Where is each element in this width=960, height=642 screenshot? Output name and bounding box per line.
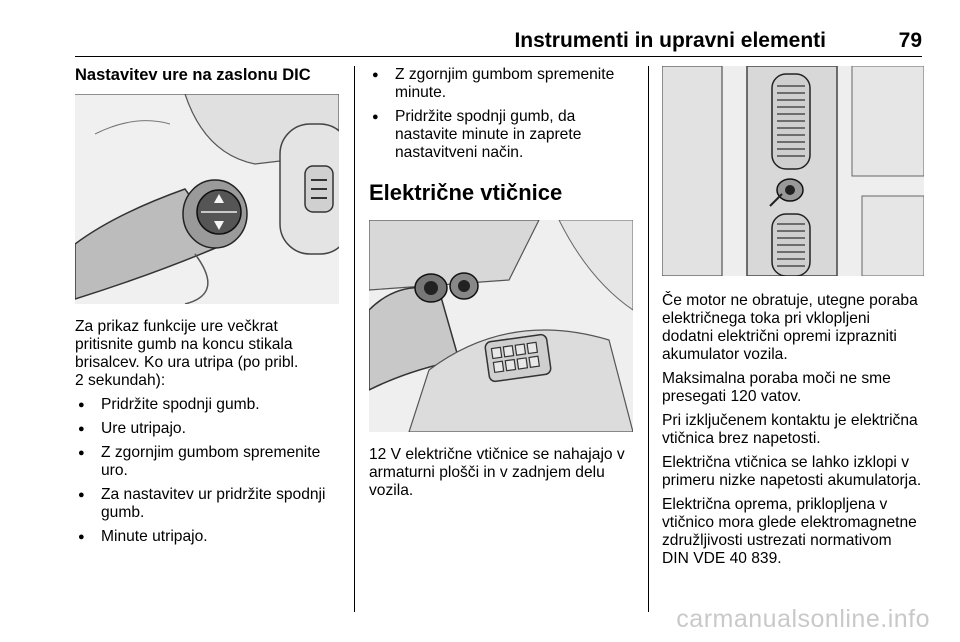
wiper-lever-knob-illustration	[75, 94, 339, 304]
paragraph-line: Če motor ne obratuje, utegne poraba	[662, 292, 918, 309]
list-item-text: Pridržite spodnji gumb, da	[395, 108, 576, 125]
column-divider	[648, 66, 649, 612]
list-item-text: Pridržite spodnji gumb.	[101, 396, 260, 413]
list-item-text: Z zgornjim gumbom spremenite	[101, 444, 321, 461]
paragraph-line: akumulator vozila.	[662, 346, 788, 363]
header-title: Instrumenti in upravni elementi	[514, 29, 826, 52]
list-item-text: Ure utripajo.	[101, 420, 186, 437]
list-item	[75, 486, 343, 522]
list-item-text: gumb.	[101, 504, 145, 521]
intro-line: pritisnite gumb na koncu stikala	[75, 336, 293, 353]
paragraph-line: DIN VDE 40 839.	[662, 550, 782, 567]
column-2	[369, 66, 637, 506]
clock-steps-list	[75, 396, 343, 546]
list-item	[75, 420, 343, 438]
column-1	[75, 66, 343, 552]
caption-line: 12 V električne vtičnice se nahajajo v	[369, 446, 625, 463]
list-item	[75, 396, 343, 414]
paragraph-line: dodatni električni opremi izprazniti	[662, 328, 897, 345]
list-item-text: Za nastavitev ur pridržite spodnji	[101, 486, 326, 503]
list-item-text: nastavite minute in zaprete	[395, 126, 582, 143]
list-item	[75, 444, 343, 480]
outlet-caption	[369, 446, 637, 500]
info-paragraph	[662, 454, 927, 490]
list-item-text: Z zgornjim gumbom spremenite	[395, 66, 615, 83]
list-item	[369, 108, 637, 162]
paragraph-line: Pri izključenem kontaktu je električna	[662, 412, 918, 429]
paragraph-line: električnega toka pri vklopljeni	[662, 310, 871, 327]
column-divider	[354, 66, 355, 612]
minutes-steps-list	[369, 66, 637, 162]
list-item-text: minute.	[395, 84, 447, 101]
page-number: 79	[898, 29, 922, 52]
caption-line: armaturni plošči in v zadnjem delu	[369, 464, 605, 481]
watermark: carmanualsonline.info	[676, 605, 930, 633]
rear-power-outlet-illustration	[662, 66, 924, 276]
list-item-text: uro.	[101, 462, 128, 479]
list-item	[75, 528, 343, 546]
info-paragraph	[662, 292, 927, 364]
paragraph-line: vtičnico mora glede elektromagnetne	[662, 514, 917, 531]
page-header	[75, 26, 922, 57]
intro-line: brisalcev. Ko ura utripa (po pribl.	[75, 354, 299, 371]
section-heading-dic-clock: Nastavitev ure na zaslonu DIC	[75, 66, 311, 84]
list-item-text: nastavitveni način.	[395, 144, 524, 161]
paragraph-line: Električna oprema, priklopljena v	[662, 496, 888, 513]
column-3	[662, 66, 927, 574]
list-item-text: Minute utripajo.	[101, 528, 208, 545]
info-paragraph	[662, 496, 927, 568]
intro-line: Za prikaz funkcije ure večkrat	[75, 318, 278, 335]
intro-line: 2 sekundah):	[75, 372, 166, 389]
section-heading-power-outlets: Električne vtičnice	[369, 180, 563, 205]
info-paragraph	[662, 412, 927, 448]
paragraph-line: Električna vtičnica se lahko izklopi v	[662, 454, 910, 471]
paragraph-line: vtičnica brez napetosti.	[662, 430, 821, 447]
paragraph-line: primeru nizke napetosti akumulatorja.	[662, 472, 922, 489]
paragraph-line: Maksimalna poraba moči ne sme	[662, 370, 891, 387]
intro-paragraph	[75, 318, 343, 390]
list-item	[369, 66, 637, 102]
paragraph-line: združljivosti ustrezati normativom	[662, 532, 892, 549]
dashboard-power-outlet-illustration	[369, 220, 633, 432]
paragraph-line: presegati 120 vatov.	[662, 388, 802, 405]
caption-line: vozila.	[369, 482, 414, 499]
info-paragraph	[662, 370, 927, 406]
